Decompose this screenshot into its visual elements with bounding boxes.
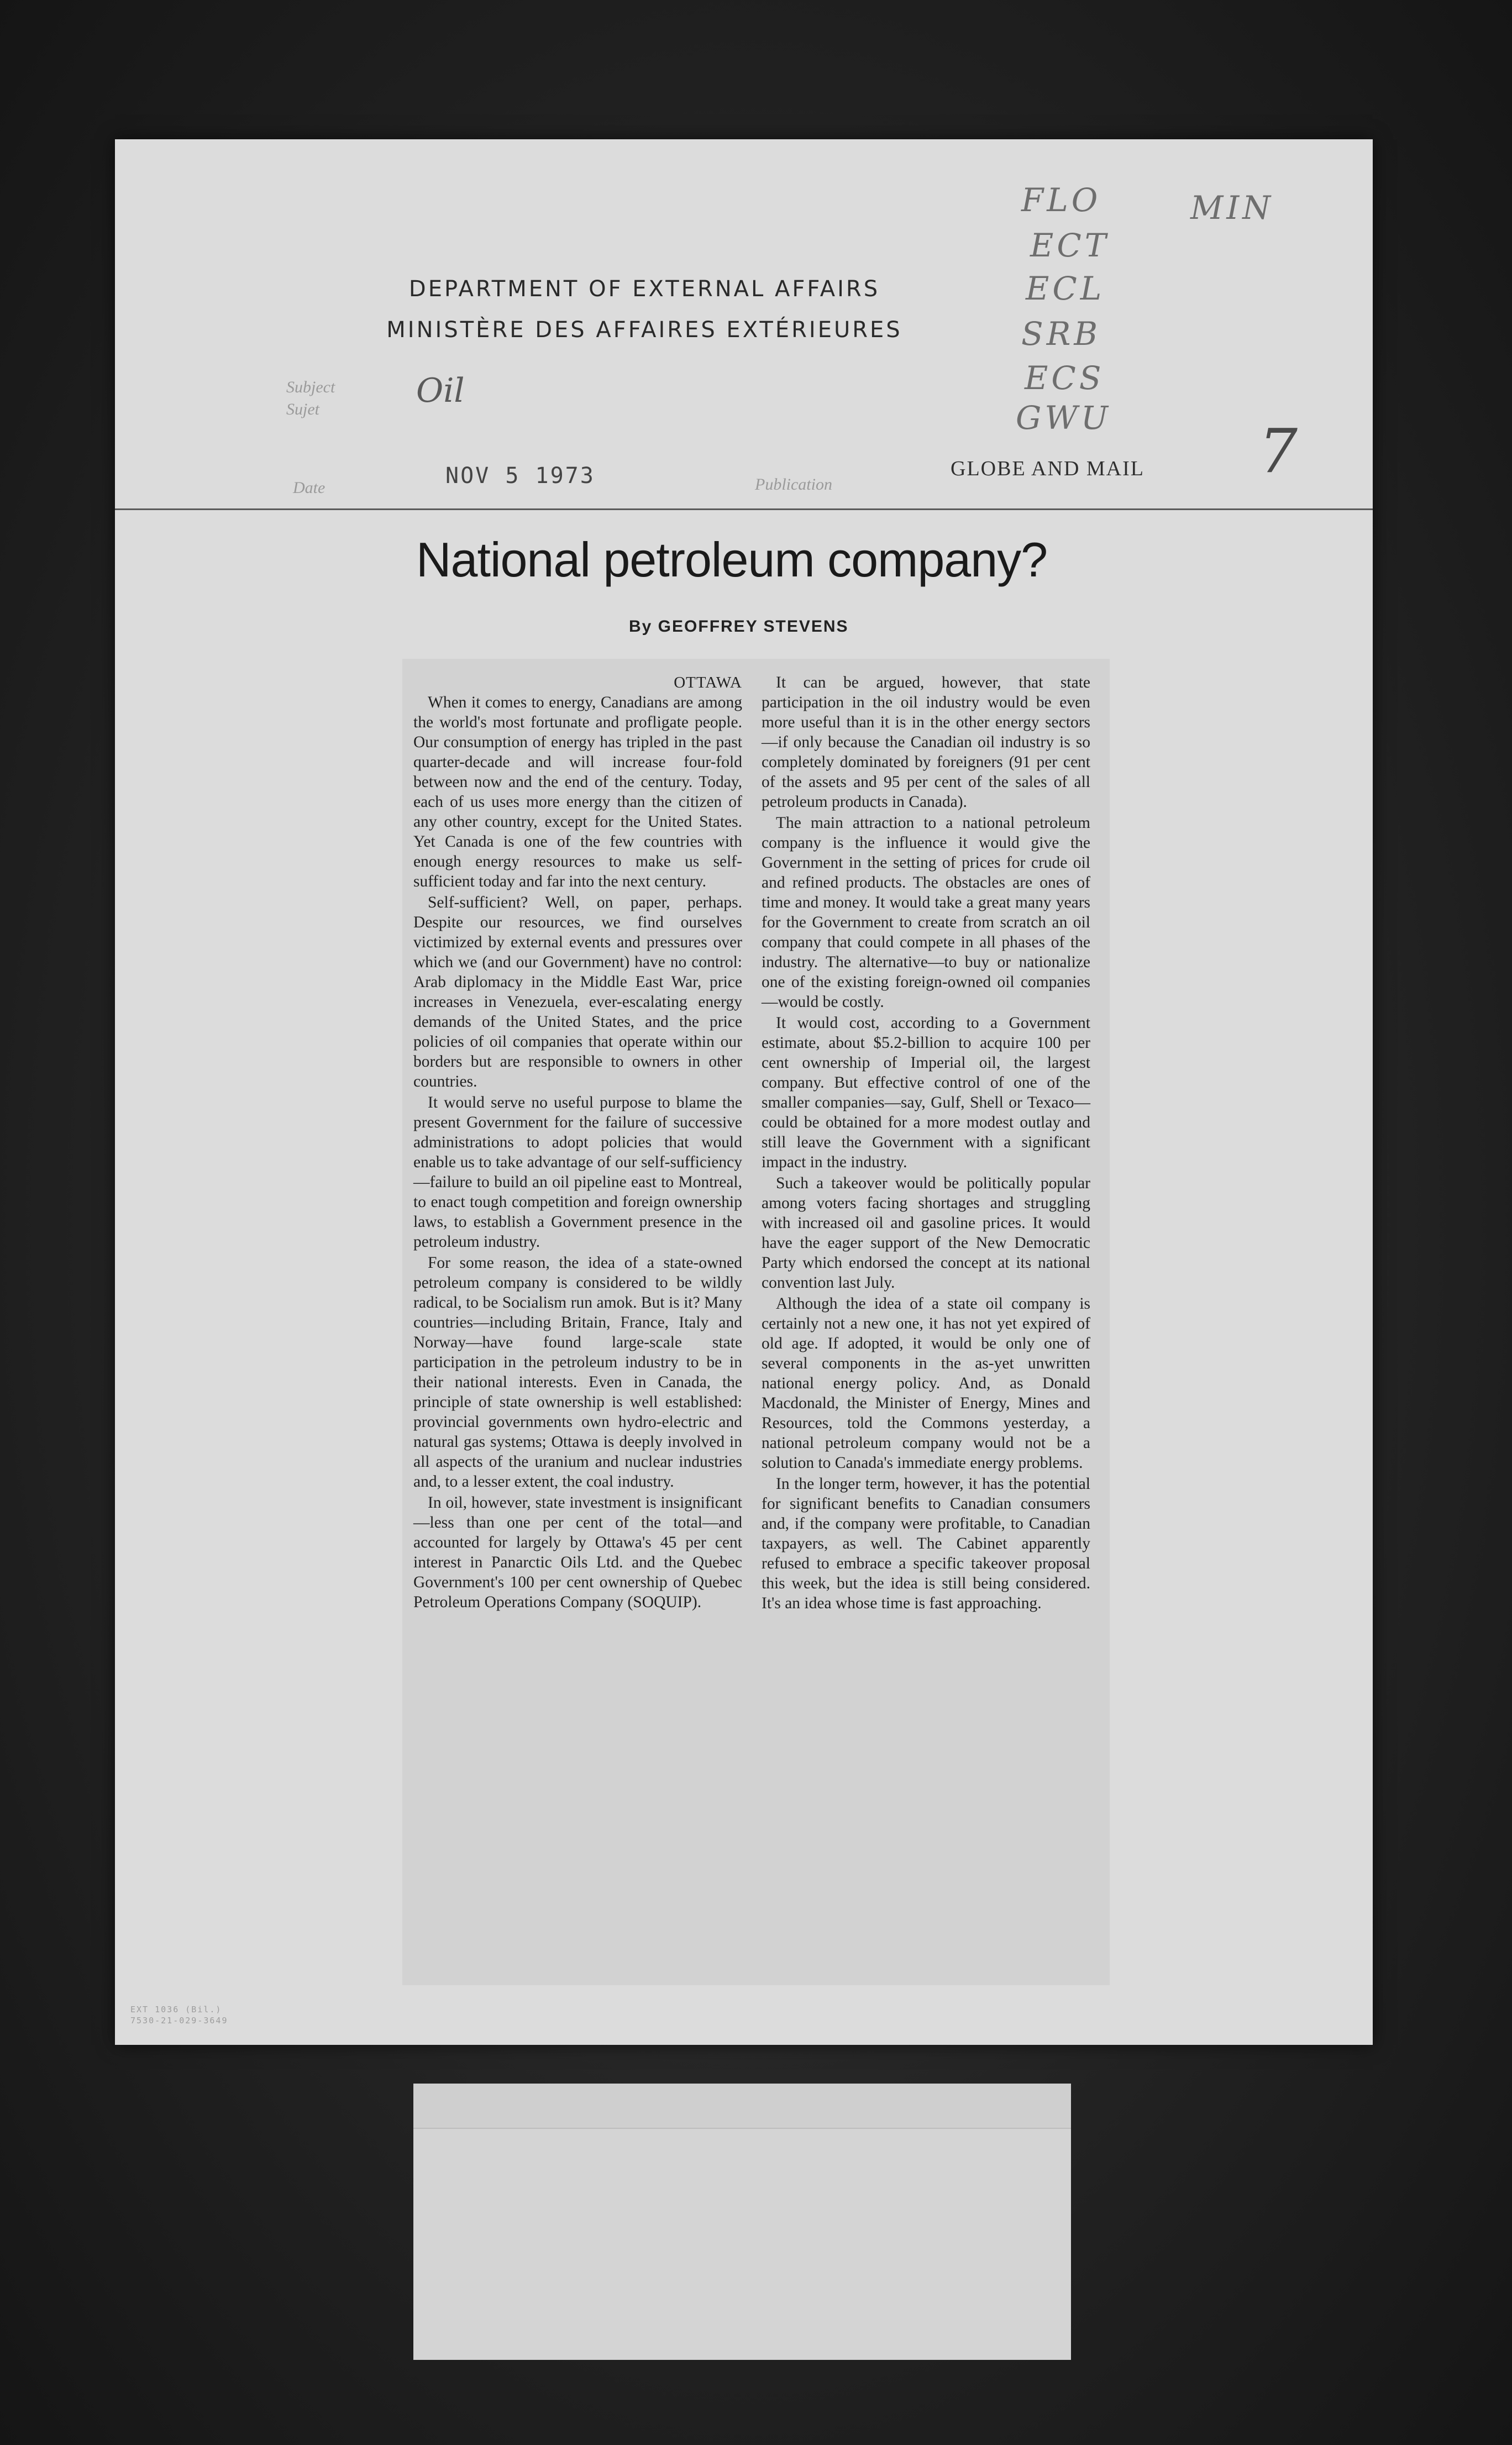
distribution-initials: ECL	[1026, 270, 1105, 307]
distribution-initials: FLO	[1021, 181, 1101, 219]
form-number-line: 7530-21-029-3649	[130, 2016, 228, 2026]
date-stamp: NOV 5 1973	[445, 463, 595, 489]
subject-value: Oil	[416, 371, 465, 410]
distribution-initials: MIN	[1190, 189, 1274, 227]
article-paragraph: It would cost, according to a Government estimate, about $5.2-billion to acquire 100 per cent ownership of Imperial oil, the largest company. But effective control of one of the smaller companies—say, Gulf, Shell or Texaco—could be obtained for a more modest outlay and still leave the Government with a significant impact in the industry.	[762, 1014, 1090, 1171]
article-paragraph: Self-sufficient? Well, on paper, perhaps. Despite our resources, we find ourselves victimized by external events and pressures over which we (and our Government) have no control: Arab diplomacy in the Middle East War, price increases in Venezuela, ever-escalating energy demands of the United States, and the price policies of oil companies that operate within our borders but are responsible to owners in other countries.	[413, 894, 742, 1090]
publication-label: Publication	[755, 475, 832, 494]
form-number	[130, 2004, 228, 2026]
file-number: 7	[1259, 416, 1298, 486]
department-name-english: DEPARTMENT OF EXTERNAL AFFAIRS	[408, 276, 880, 302]
article-paragraph: For some reason, the idea of a state-owned petroleum company is considered to be wildly radical, to be Socialism run amok. But is it? Many countries—including Britain, France, Italy and Norway—have found large-scale state participation in the petroleum industry to be in their national interests. Even in Canada, the principle of state ownership is well established: provincial governments own hydro-electric and natural gas systems; Ottawa is deeply involved in all aspects of the uranium and nuclear industries and, to a lesser extent, the coal industry.	[413, 1254, 742, 1491]
article-paragraph: It can be argued, however, that state participation in the oil industry would be even more useful than it is in the other energy sectors—if only because the Canadian oil industry is so completely dominated by foreigners (91 per cent of the assets and 95 per cent of the sales of all petroleum products in Canada).	[762, 674, 1090, 811]
sujet-label: Sujet	[286, 400, 319, 418]
distribution-initials: ECS	[1025, 359, 1105, 397]
header-divider	[115, 508, 1373, 510]
attached-slip	[413, 2084, 1071, 2360]
distribution-initials: ECT	[1030, 227, 1110, 264]
article-paragraph: Such a takeover would be politically popular among voters facing shortages and struggling with increased oil and gasoline prices. It would have the eager support of the New Democratic Party which endorsed the concept at its national convention last July.	[762, 1174, 1090, 1292]
subject-label: Subject	[286, 378, 335, 396]
article-paragraph: Although the idea of a state oil company is certainly not a new one, it has not yet expired of old age. If adopted, it would be only one of several components in the as-yet unwritten national energy policy. And, as Donald Macdonald, the Minister of Energy, Mines and Resources, told the Commons yesterday, a national petroleum company would not be a solution to Canada's immediate energy problems.	[762, 1295, 1090, 1472]
article-byline: By GEOFFREY STEVENS	[629, 617, 849, 636]
department-name-french: MINISTÈRE DES AFFAIRES EXTÉRIEURES	[386, 317, 902, 343]
article-dateline: OTTAWA	[674, 674, 742, 691]
article-column-1	[413, 673, 742, 1613]
distribution-initials: SRB	[1021, 315, 1101, 353]
publication-stamp: GLOBE AND MAIL	[951, 457, 1144, 480]
article-column-2	[762, 673, 1090, 1614]
article-paragraph: When it comes to energy, Canadians are among the world's most fortunate and profligate people. Our consumption of energy has tripled in the past quarter-decade and will increase four-fold between now and the end of the century. Today, each of us uses more energy than the citizen of any other country, except for the United States. Yet Canada is one of the few countries with enough energy resources to make us self-sufficient today and far into the next century.	[413, 694, 742, 890]
clipping-form-sheet	[115, 139, 1373, 2045]
article-paragraph: The main attraction to a national petroleum company is the influence it would give the Government in the setting of prices for crude oil and refined products. The obstacles are ones of time and money. It would take a great many years for the Government to create from scratch an oil company that could compete in all phases of the industry. The alternative—to buy or nationalize one of the existing foreign-owned oil companies—would be costly.	[762, 814, 1090, 1011]
slip-edge	[413, 2084, 1071, 2129]
article-headline: National petroleum company?	[416, 532, 1048, 587]
date-label: Date	[293, 479, 326, 497]
article-paragraph: In oil, however, state investment is insignificant—less than one per cent of the total—and accounted for largely by Ottawa's 45 per cent interest in Panarctic Oils Ltd. and the Quebec Government's 100 per cent ownership of Quebec Petroleum Operations Company (SOQUIP).	[413, 1494, 742, 1611]
article-paragraph: In the longer term, however, it has the potential for significant benefits to Canadian consumers and, if the company were profitable, to Canadian taxpayers, as well. The Cabinet apparently refused to embrace a specific takeover proposal this week, but the idea is still being considered. It's an idea whose time is fast approaching.	[762, 1475, 1090, 1612]
form-number-line: EXT 1036 (Bil.)	[130, 2005, 222, 2014]
article-paragraph: It would serve no useful purpose to blame the present Government for the failure of successive administrations to adopt policies that would enable us to take advantage of our self-sufficiency—failure to build an oil pipeline east to Montreal, to enact tough competition and foreign ownership laws, to establish a Government presence in the petroleum industry.	[413, 1094, 742, 1251]
distribution-initials: GWU	[1016, 399, 1111, 437]
